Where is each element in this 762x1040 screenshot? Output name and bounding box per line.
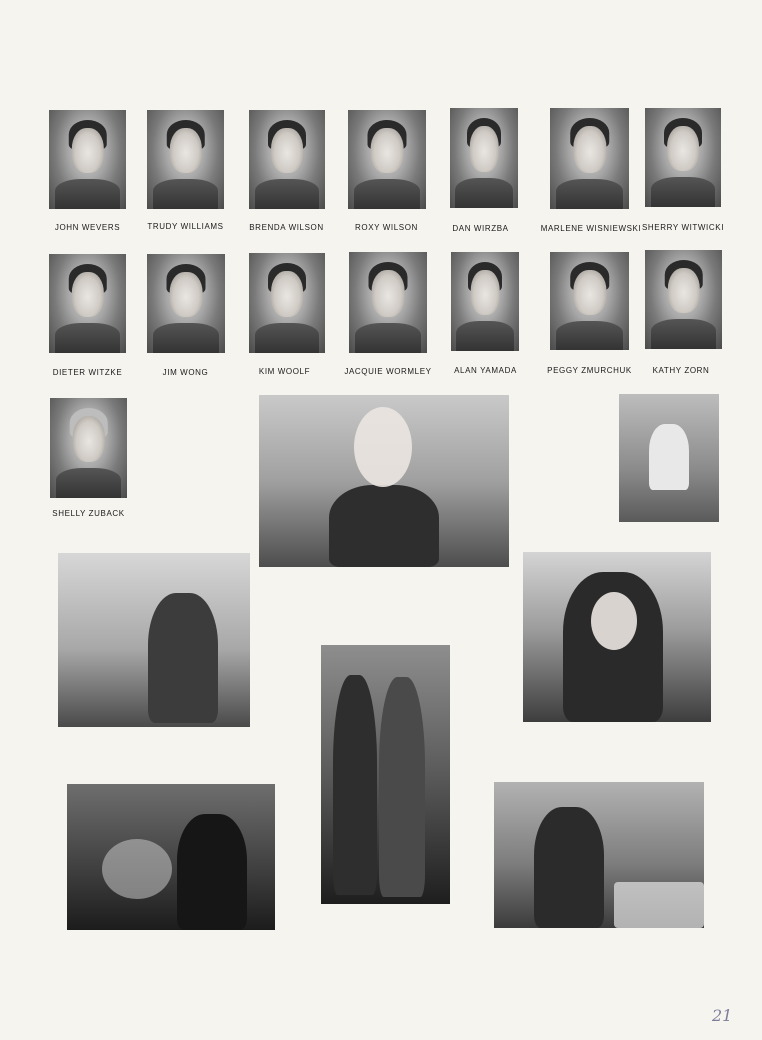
student-name: JACQUIE WORMLEY xyxy=(344,367,432,376)
student-name: KIM WOOLF xyxy=(258,367,311,376)
student-name: SHERRY WITWICKI xyxy=(641,223,725,232)
student-name: MARLENE WISNIEWSKI xyxy=(540,224,642,233)
portrait-photo xyxy=(550,252,629,350)
student-name: SHELLY ZUBACK xyxy=(52,509,125,518)
candid-photo-desk-writing xyxy=(494,782,704,928)
student-name: DIETER WITZKE xyxy=(52,368,123,377)
candid-photo-lab xyxy=(67,784,275,930)
student-name: JIM WONG xyxy=(162,368,209,377)
portrait-photo xyxy=(147,110,224,209)
portrait-photo xyxy=(645,250,722,349)
student-name: JOHN WEVERS xyxy=(54,223,121,232)
portrait-photo xyxy=(147,254,225,353)
portrait-photo xyxy=(49,254,126,353)
student-name: ROXY WILSON xyxy=(355,223,418,232)
portrait-photo xyxy=(451,252,519,351)
candid-photo-badminton xyxy=(58,553,250,727)
portrait-photo xyxy=(49,110,126,209)
portrait-photo xyxy=(645,108,721,207)
portrait-photo xyxy=(50,398,127,498)
student-name: TRUDY WILLIAMS xyxy=(147,222,224,231)
candid-photo-smiling-girl xyxy=(523,552,711,722)
student-name: KATHY ZORN xyxy=(652,366,710,375)
portrait-photo xyxy=(349,252,427,353)
candid-photo-classroom xyxy=(619,394,719,522)
candid-photo-doorway xyxy=(321,645,450,904)
portrait-photo xyxy=(249,253,325,353)
portrait-photo xyxy=(249,110,325,209)
portrait-photo xyxy=(550,108,629,209)
student-name: PEGGY ZMURCHUK xyxy=(547,366,632,375)
candid-photo-peace-sign xyxy=(259,395,509,567)
portrait-photo xyxy=(348,110,426,209)
student-name: DAN WIRZBA xyxy=(452,224,509,233)
student-name: BRENDA WILSON xyxy=(249,223,324,232)
portrait-photo xyxy=(450,108,518,208)
page-number: 21 xyxy=(712,1006,733,1025)
student-name: ALAN YAMADA xyxy=(454,366,517,375)
